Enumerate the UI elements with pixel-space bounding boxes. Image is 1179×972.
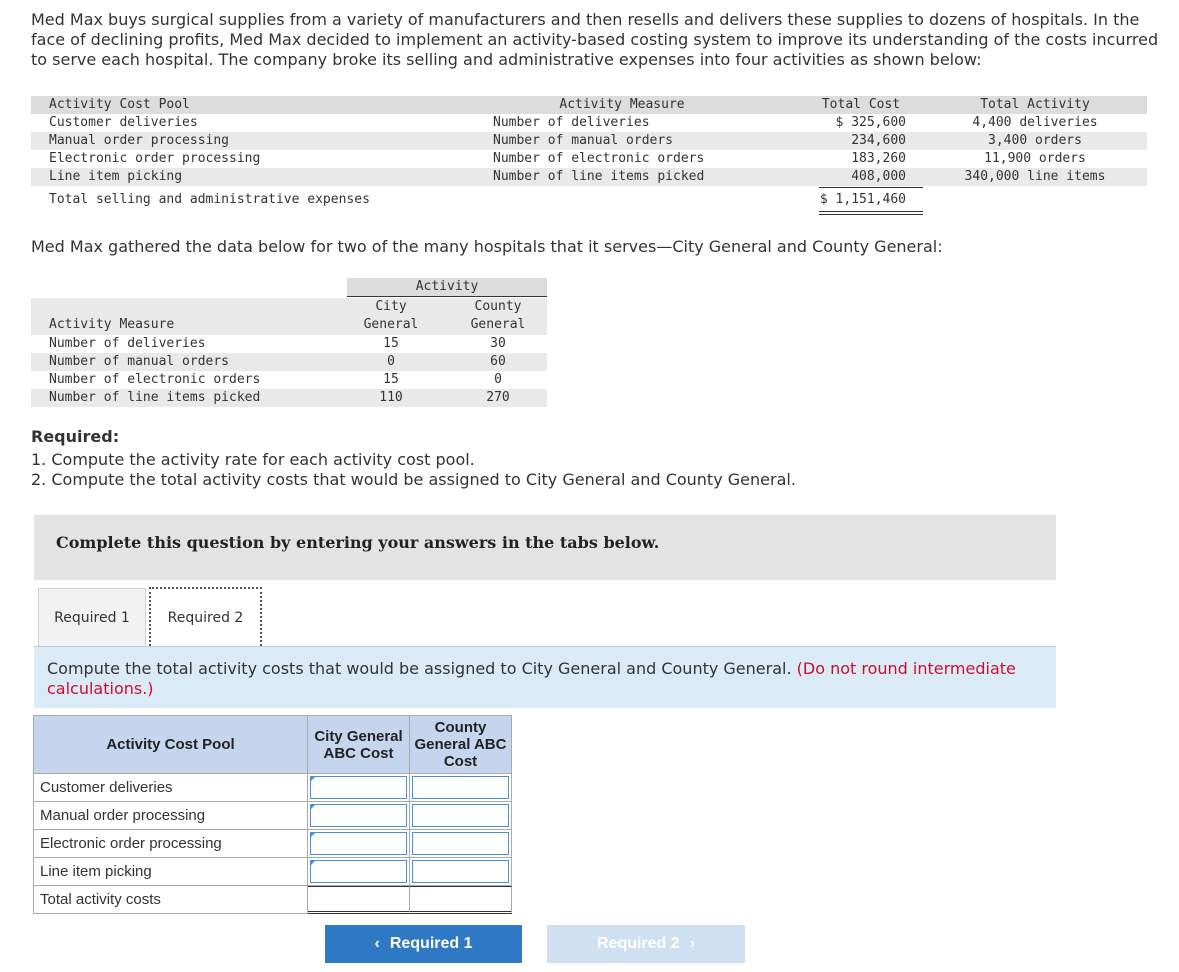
row-measure: Number of manual orders <box>49 354 230 369</box>
row-measure: Number of line items picked <box>493 169 705 184</box>
next-required-button[interactable] <box>547 925 745 963</box>
total-label: Total activity costs <box>33 886 308 914</box>
row-activity: 11,900 orders <box>984 151 1086 166</box>
instruction-text: Complete this question by entering your answers in the tabs below. <box>56 533 660 552</box>
row-measure: Number of line items picked <box>49 390 261 405</box>
county-cost-input[interactable] <box>412 860 509 883</box>
instruction-box <box>34 515 1056 580</box>
table-row <box>31 353 547 371</box>
table-row <box>31 150 1147 168</box>
row-pool: Electronic order processing <box>49 151 261 166</box>
table-row <box>31 168 1147 186</box>
city-cell <box>308 802 410 830</box>
required-item-1: 1. Compute the activity rate for each activity cost pool. <box>31 450 475 469</box>
row-pool: Line item picking <box>49 169 183 184</box>
question-instruction-text <box>47 659 1037 699</box>
table-row <box>31 114 1147 132</box>
total-value: $ 1,151,460 <box>819 192 906 207</box>
city-cell <box>308 774 410 802</box>
tab-required-2[interactable]: Required 2 <box>149 587 262 646</box>
header-county-2: General <box>470 317 526 332</box>
problem-intro: Med Max buys surgical supplies from a variety of manufacturers and then resells and delivers these supplies to dozens of hospitals. In the face of declining profits, Med Max decided to implement an activity-based costing system to improve its understanding of the costs incurred to serve each hospital. The company broke its selling and administrative expenses into four activities as shown below: <box>31 10 1159 69</box>
table-row <box>31 371 547 389</box>
header-measure: Activity Measure <box>559 97 685 112</box>
header-city-2: General <box>363 317 419 332</box>
group-header-underline <box>347 296 547 297</box>
header-measure: Activity Measure <box>49 317 175 332</box>
city-cost-input[interactable] <box>310 804 407 827</box>
activity-group-header: Activity <box>415 279 479 294</box>
row-city: 0 <box>387 354 395 369</box>
county-cell <box>410 802 512 830</box>
question-instruction <box>34 646 1056 708</box>
row-cost: 183,260 <box>851 151 906 166</box>
row-cost: 408,000 <box>851 169 906 184</box>
answer-table-header <box>33 715 512 774</box>
header-county-general-abc-cost: County General ABC Cost <box>414 719 507 770</box>
total-underline-2 <box>819 214 923 215</box>
total-underline-1 <box>819 211 923 212</box>
row-measure: Number of deliveries <box>493 115 650 130</box>
row-city: 110 <box>379 390 403 405</box>
row-city: 15 <box>383 372 399 387</box>
hospital-data-intro: Med Max gathered the data below for two of the many hospitals that it serves—City General and County General: <box>31 237 943 256</box>
city-cell <box>308 858 410 886</box>
table-header-row <box>31 96 1147 114</box>
row-activity: 4,400 deliveries <box>972 115 1098 130</box>
hospital-activity-table <box>31 278 547 408</box>
row-county: 30 <box>490 336 506 351</box>
row-measure: Number of electronic orders <box>493 151 705 166</box>
county-cost-input[interactable] <box>412 832 509 855</box>
row-activity: 3,400 orders <box>988 133 1082 148</box>
header-city-1: City <box>375 299 407 314</box>
input-flag-icon <box>310 804 316 810</box>
row-cost: $ 325,600 <box>835 115 906 130</box>
row-pool: Manual order processing <box>49 133 230 148</box>
required-item-2: 2. Compute the total activity costs that would be assigned to City General and County General. <box>31 470 796 489</box>
subtotal-underline <box>819 187 923 188</box>
chevron-left-icon: ‹ <box>374 935 380 952</box>
chevron-right-icon: › <box>689 935 695 952</box>
row-label: Manual order processing <box>33 802 308 830</box>
row-label: Customer deliveries <box>33 774 308 802</box>
header-cost: Total Cost <box>821 97 901 112</box>
header-city-general-abc-cost: City General ABC Cost <box>308 716 410 773</box>
table-header-row <box>31 298 547 335</box>
county-total-cell <box>410 886 512 914</box>
row-pool: Customer deliveries <box>49 115 198 130</box>
total-label: Total selling and administrative expenses <box>49 192 370 207</box>
header-activity: Total Activity <box>980 97 1090 112</box>
county-cost-input[interactable] <box>412 804 509 827</box>
required-title: Required: <box>31 427 120 446</box>
row-label: Line item picking <box>33 858 308 886</box>
table-row <box>31 132 1147 150</box>
table-row <box>31 389 547 407</box>
row-city: 15 <box>383 336 399 351</box>
city-total-cell <box>308 886 410 914</box>
city-cell <box>308 830 410 858</box>
input-flag-icon <box>310 776 316 782</box>
header-pool: Activity Cost Pool <box>49 97 190 112</box>
instruction-note: (Do not round intermediate calculations.) <box>47 659 1016 698</box>
row-county: 270 <box>486 390 510 405</box>
header-county-1: County <box>474 299 522 314</box>
table-row <box>33 830 512 858</box>
table-row <box>31 335 547 353</box>
instruction-main: Compute the total activity costs that would be assigned to City General and County General. <box>47 659 792 678</box>
input-flag-icon <box>310 860 316 866</box>
table-row <box>33 858 512 886</box>
county-cell <box>410 830 512 858</box>
row-label: Electronic order processing <box>33 830 308 858</box>
header-activity-cost-pool: Activity Cost Pool <box>34 716 308 773</box>
row-cost: 234,600 <box>851 133 906 148</box>
prev-button-label: Required 1 <box>389 935 473 952</box>
prev-required-button[interactable] <box>325 925 522 963</box>
table-total-row <box>31 191 1147 209</box>
row-county: 0 <box>494 372 502 387</box>
city-cost-input[interactable] <box>310 832 407 855</box>
row-county: 60 <box>490 354 506 369</box>
row-measure: Number of deliveries <box>49 336 206 351</box>
city-cost-input[interactable] <box>310 776 407 799</box>
row-measure: Number of manual orders <box>493 133 674 148</box>
input-flag-icon <box>310 832 316 838</box>
table-row <box>33 774 512 802</box>
county-cell <box>410 774 512 802</box>
county-cost-input[interactable] <box>412 776 509 799</box>
table-row <box>33 802 512 830</box>
row-measure: Number of electronic orders <box>49 372 261 387</box>
row-activity: 340,000 line items <box>964 169 1106 184</box>
total-row <box>33 886 512 914</box>
next-button-label: Required 2 <box>596 935 680 952</box>
county-cell <box>410 858 512 886</box>
tab-required-1[interactable]: Required 1 <box>38 588 146 646</box>
city-cost-input[interactable] <box>310 860 407 883</box>
